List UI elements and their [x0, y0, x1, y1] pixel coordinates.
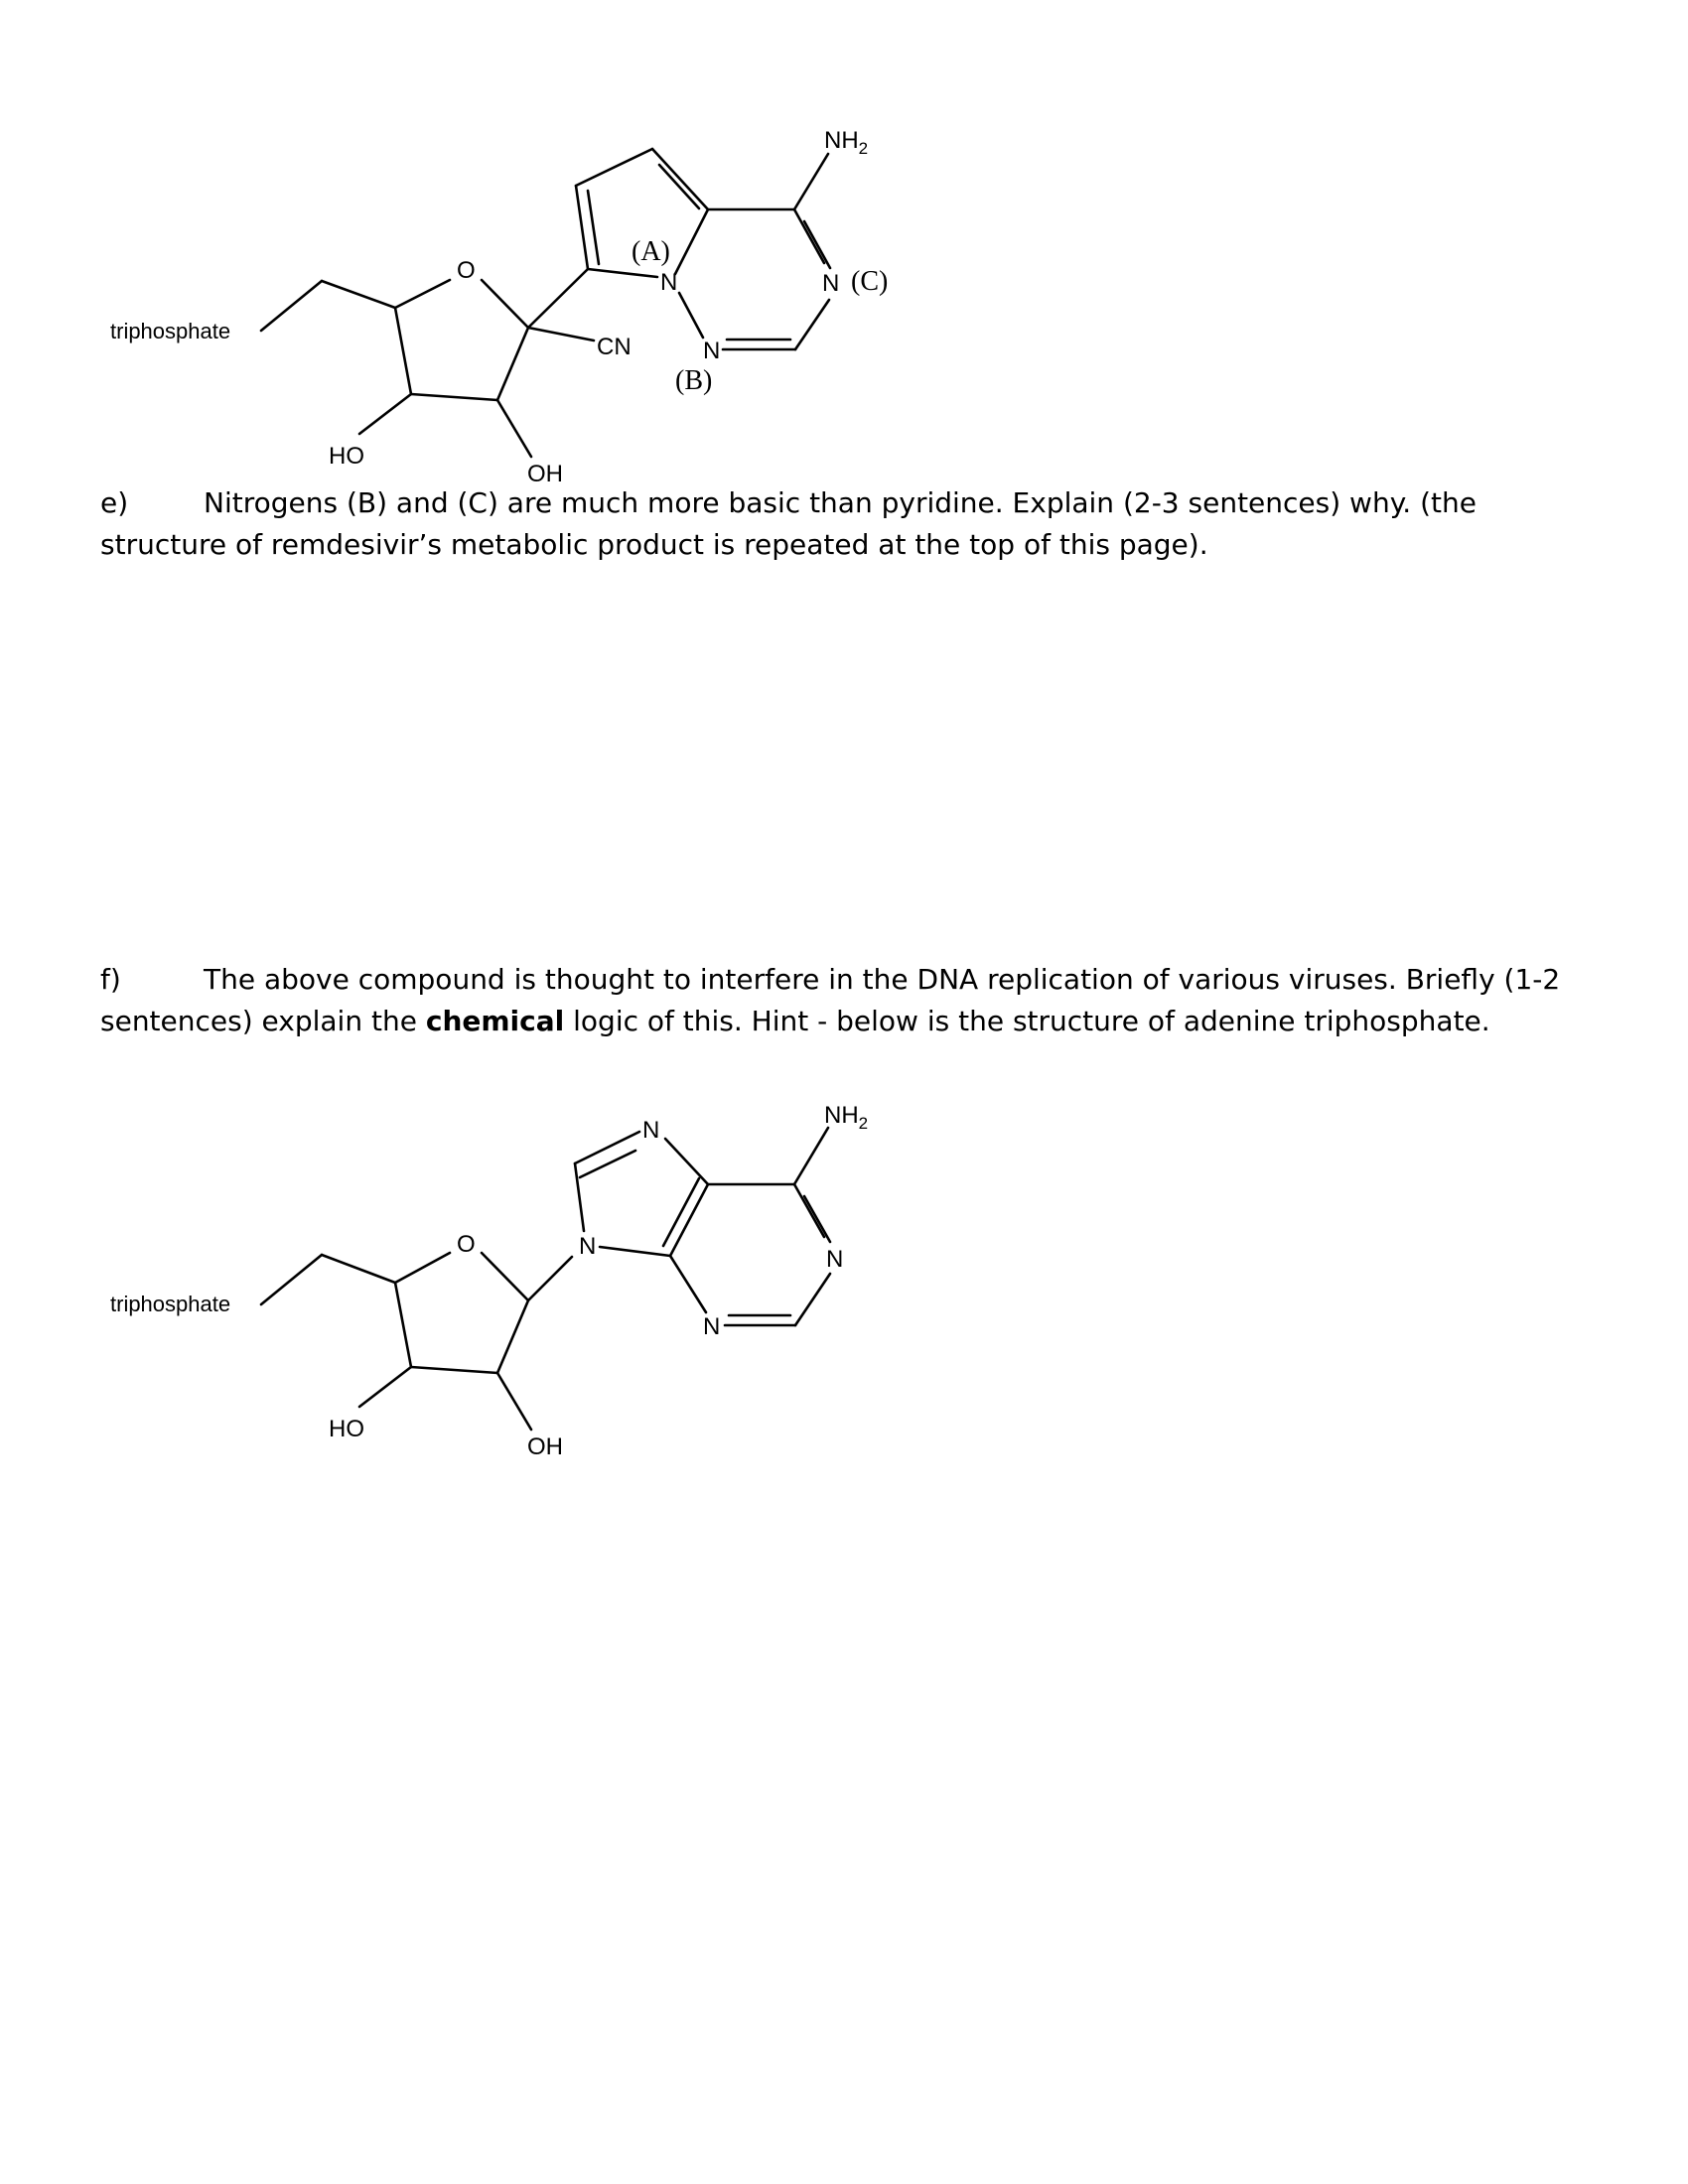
- nitrogen-right-label: N: [826, 1246, 844, 1273]
- question-f-text-before: The above compound is thought to interfere in the DNA replication of various viruses. Briefly (1-2 sentences) explain the: [100, 963, 1561, 1037]
- question-e-label: e): [100, 486, 129, 519]
- nitrogen-glycosidic-label: N: [579, 1233, 597, 1260]
- triphosphate-label: triphosphate: [110, 319, 231, 343]
- nitrogen-top-label: N: [642, 1117, 660, 1144]
- tag-a: (A): [632, 236, 670, 267]
- nitrogen-b-label: N: [703, 338, 721, 364]
- ring-oxygen-label: O: [457, 257, 476, 284]
- question-e: [100, 482, 1590, 566]
- question-e-text: Nitrogens (B) and (C) are much more basic than pyridine. Explain (2-3 sentences) why. (the structure of remdesivir’s metabolic product is repeated at the top of this page).: [100, 486, 1477, 561]
- adenine-triphosphate-structure: [0, 1072, 1688, 1489]
- tag-b: (B): [675, 365, 713, 396]
- amine-label: $NH_2$: [824, 127, 869, 158]
- ho-label: HO: [329, 1416, 364, 1442]
- question-f-label: f): [100, 963, 121, 996]
- remdesivir-structure-drawing: [0, 0, 1688, 496]
- ho-label: HO: [329, 443, 364, 470]
- nitrogen-c-label: N: [822, 270, 840, 297]
- adenine-structure-drawing: [0, 1072, 1688, 1489]
- question-f: [100, 959, 1590, 1042]
- nitrile-label: CN: [597, 334, 632, 360]
- nitrogen-bottom-label: N: [703, 1313, 721, 1340]
- tag-c: (C): [851, 266, 889, 297]
- amine-label: $NH_2$: [824, 1102, 869, 1133]
- oh-label: OH: [527, 1433, 563, 1460]
- remdesivir-metabolite-structure: [0, 0, 1688, 496]
- question-f-text-after: logic of this. Hint - below is the structure of adenine triphosphate.: [564, 1005, 1490, 1037]
- ring-oxygen-label: O: [457, 1231, 476, 1258]
- oh-label: OH: [527, 461, 563, 487]
- nitrogen-a-label: N: [660, 269, 678, 296]
- question-f-bold-word: chemical: [425, 1005, 565, 1037]
- triphosphate-label: triphosphate: [110, 1292, 231, 1316]
